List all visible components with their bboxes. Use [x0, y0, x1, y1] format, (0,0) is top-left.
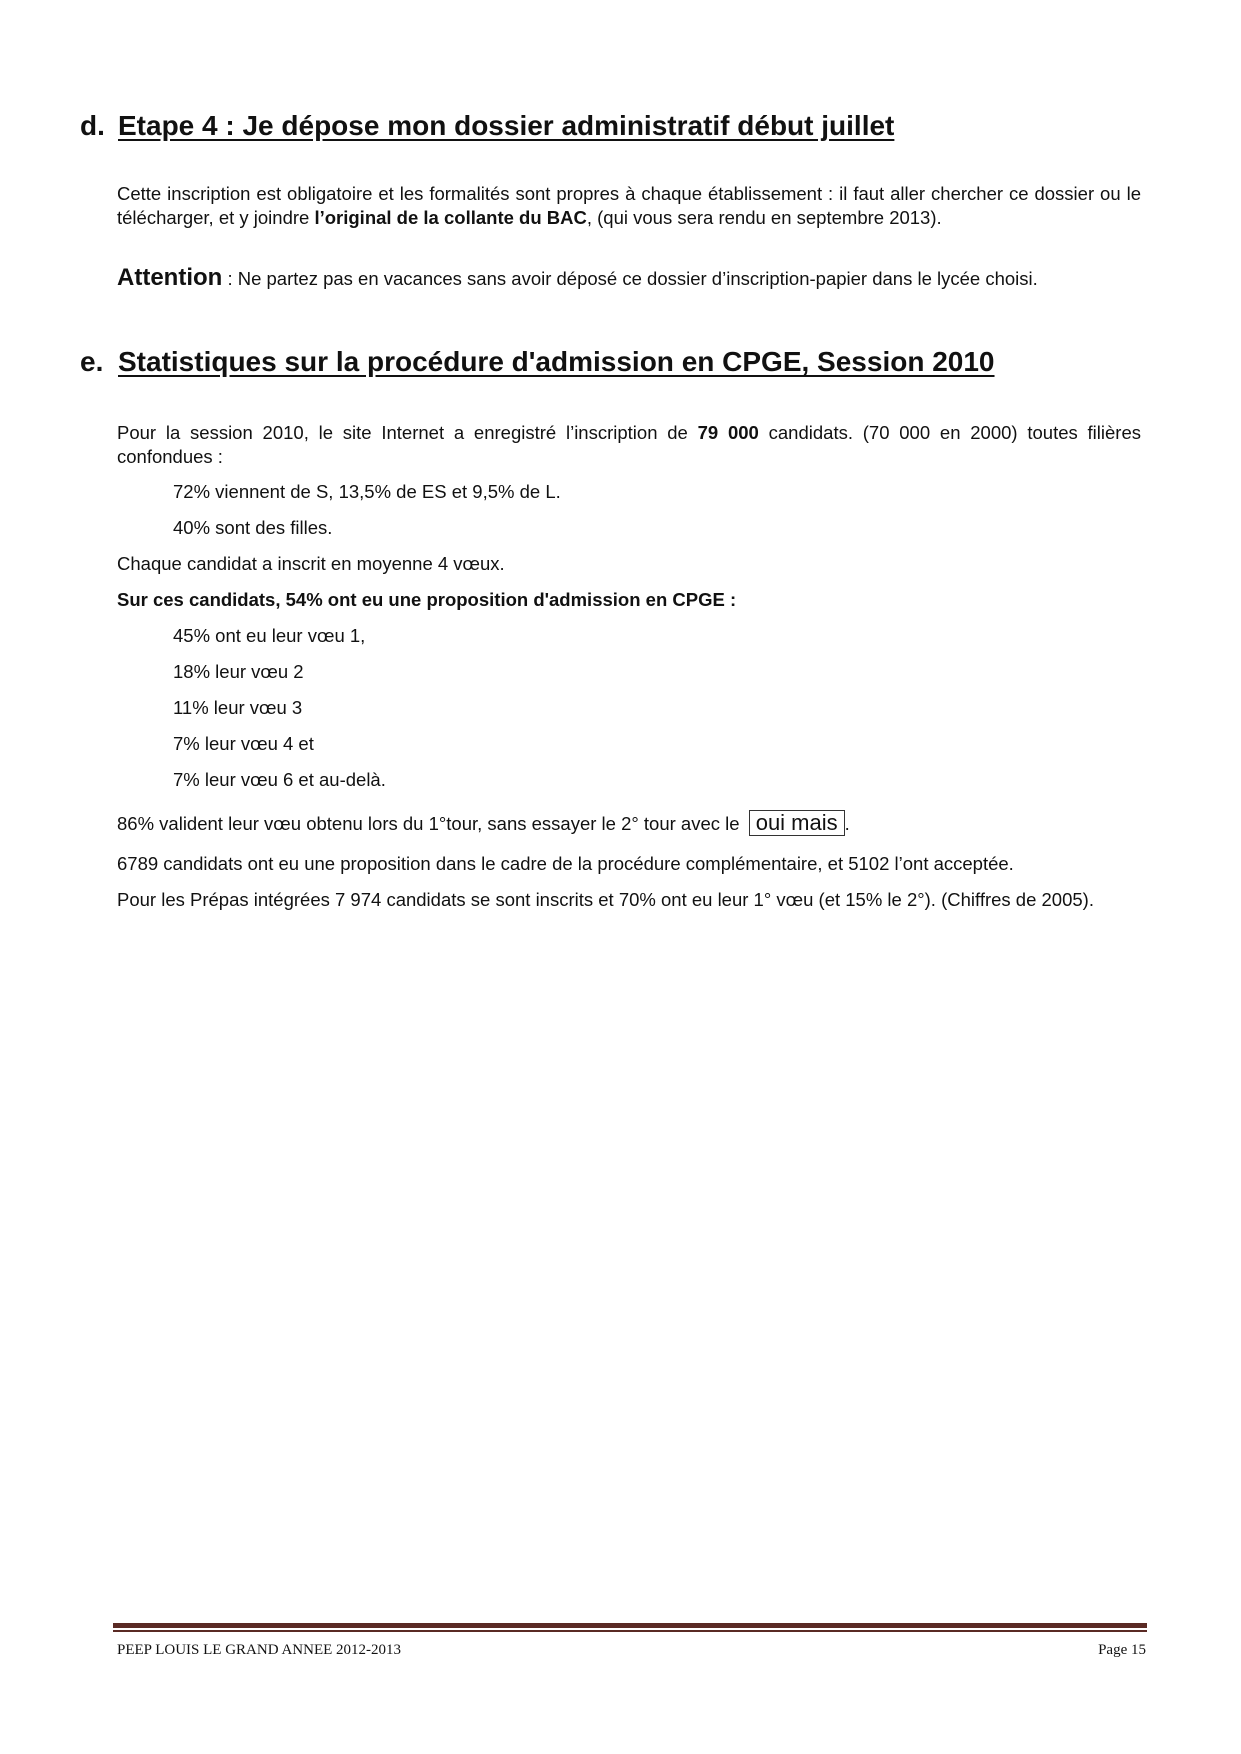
intro-paragraph: Pour la session 2010, le site Internet a enregistré l’inscription de 79 000 candidats. (70 000 en 2000) toutes filières confondues : — [117, 422, 1141, 467]
section-d-title: Etape 4 : Je dépose mon dossier administratif début juillet — [118, 110, 895, 141]
section-d-heading — [80, 110, 894, 142]
stat-line: 72% viennent de S, 13,5% de ES et 9,5% de L. — [173, 481, 561, 502]
attention-line — [117, 266, 1038, 291]
footer-rule-thin — [113, 1630, 1147, 1632]
footer-title: PEEP LOUIS LE GRAND ANNEE 2012-2013 — [117, 1642, 402, 1658]
list-item: 45% ont eu leur vœu 1, — [173, 625, 366, 646]
list-item: 18% leur vœu 2 — [173, 661, 304, 682]
footer-rule — [113, 1623, 1147, 1628]
section-e-number: e. — [80, 346, 104, 377]
bold-phrase: l’original de la collante du BAC — [314, 207, 587, 228]
section-d-paragraph: Cette inscription est obligatoire et les formalités sont propres à chaque établissement : il faut aller chercher ce dossier ou le télécharger, et y joindre l’original de la collante du BAC, (qui vous sera rendu en septembre 2013). — [117, 183, 1141, 228]
stat-line: 40% sont des filles. — [173, 517, 333, 538]
boxed-term: oui mais — [749, 810, 845, 836]
complementaire-line: 6789 candidats ont eu une proposition dans le cadre de la procédure complémentaire, et 5102 l’ont acceptée. — [117, 853, 1014, 874]
list-item: 7% leur vœu 6 et au-delà. — [173, 769, 386, 790]
section-e-heading — [80, 346, 995, 378]
bold-number: 79 000 — [697, 422, 759, 443]
admission-line: Sur ces candidats, 54% ont eu une proposition d'admission en CPGE : — [117, 589, 737, 610]
page-number: Page 15 — [1098, 1642, 1146, 1658]
list-item: 7% leur vœu 4 et — [173, 733, 314, 754]
section-d-number: d. — [80, 110, 105, 141]
attention-text: : Ne partez pas en vacances sans avoir déposé ce dossier d’inscription-papier dans le lycée choisi. — [222, 268, 1038, 289]
section-e-title: Statistiques sur la procédure d'admission en CPGE, Session 2010 — [118, 346, 995, 377]
voeux-line: Chaque candidat a inscrit en moyenne 4 vœux. — [117, 553, 505, 574]
list-item: 11% leur vœu 3 — [173, 697, 303, 718]
attention-label: Attention — [117, 264, 223, 291]
prepas-paragraph: Pour les Prépas intégrées 7 974 candidats se sont inscrits et 70% ont eu leur 1° vœu (et 15% le 2°). (Chiffres de 2005). — [117, 889, 1094, 910]
validation-line: 86% valident leur vœu obtenu lors du 1°tour, sans essayer le 2° tour avec le oui mais . — [117, 810, 850, 835]
